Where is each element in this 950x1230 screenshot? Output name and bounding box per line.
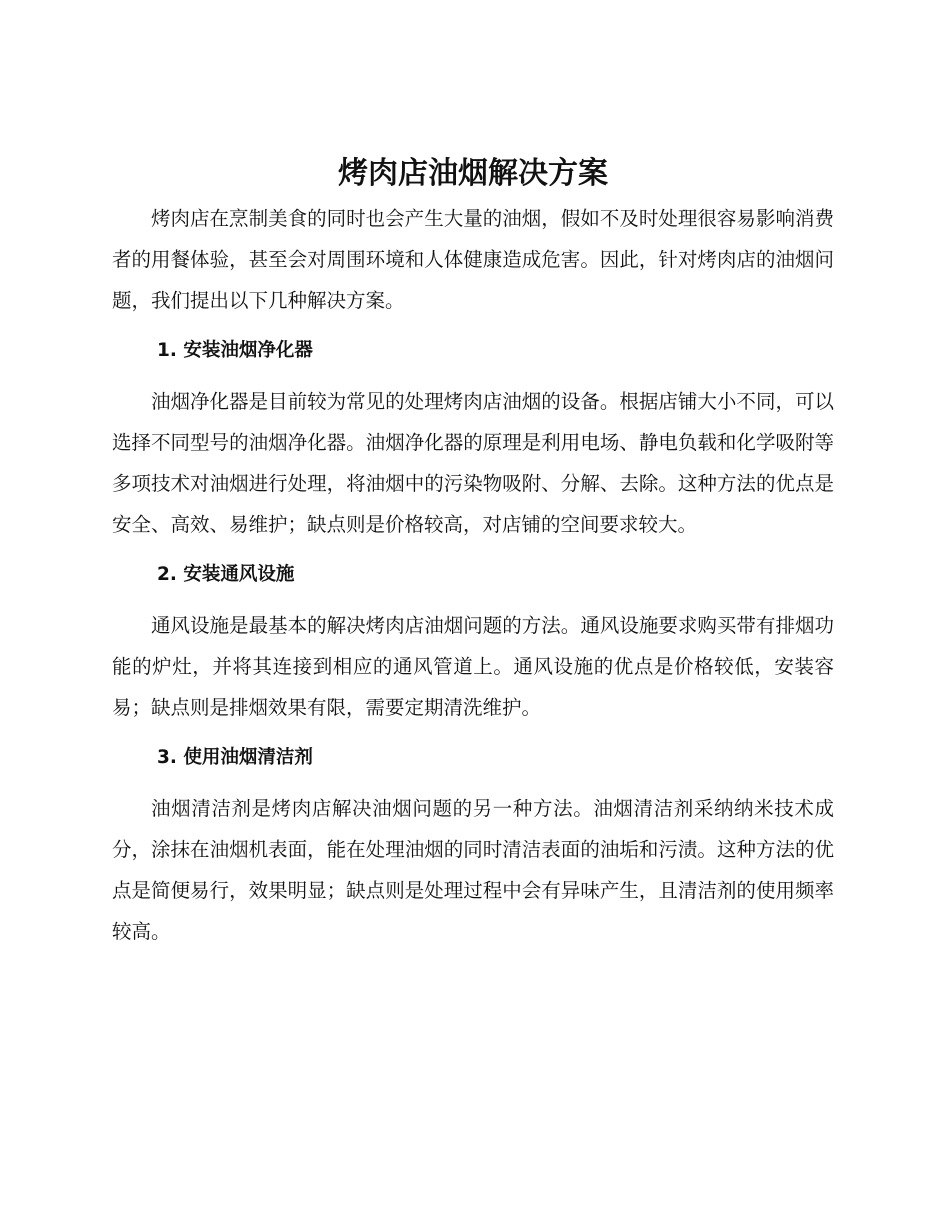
intro-paragraph: 烤肉店在烹制美食的同时也会产生大量的油烟，假如不及时处理很容易影响消费者的用餐体验，甚至会对周围环境和人体健康造成危害。因此，针对烤肉店的油烟问题，我们提出以下几种解决方案。 — [112, 207, 834, 312]
section-heading: 2. 安装通风设施 — [157, 564, 295, 585]
section-heading: 1. 安装油烟净化器 — [157, 340, 313, 361]
section-paragraph: 通风设施是最基本的解决烤肉店油烟问题的方法。通风设施要求购买带有排烟功能的炉灶，并将其连接到相应的通风管道上。通风设施的优点是价格较低，安装容易；缺点则是排烟效果有限，需要定期清洗维护。 — [112, 614, 834, 719]
section-paragraph: 油烟清洁剂是烤肉店解决油烟问题的另一种方法。油烟清洁剂采纳纳米技术成分，涂抹在油烟机表面，能在处理油烟的同时清洁表面的油垢和污渍。这种方法的优点是简便易行，效果明显；缺点则是处理过程中会有异味产生，且清洁剂的使用频率较高。 — [112, 797, 834, 943]
section-2 — [112, 557, 834, 728]
section-heading: 3. 使用油烟清洁剂 — [157, 747, 313, 768]
section-1 — [112, 333, 834, 545]
section-paragraph: 油烟净化器是目前较为常见的处理烤肉店油烟的设备。根据店铺大小不同，可以选择不同型号的油烟净化器。油烟净化器的原理是利用电场、静电负载和化学吸附等多项技术对油烟进行处理，将油烟中的污染物吸附、分解、去除。这种方法的优点是安全、高效、易维护；缺点则是价格较高，对店铺的空间要求较大。 — [112, 390, 834, 536]
document-title: 烤肉店油烟解决方案 — [338, 156, 608, 191]
document-page — [112, 150, 834, 952]
section-3 — [112, 740, 834, 952]
